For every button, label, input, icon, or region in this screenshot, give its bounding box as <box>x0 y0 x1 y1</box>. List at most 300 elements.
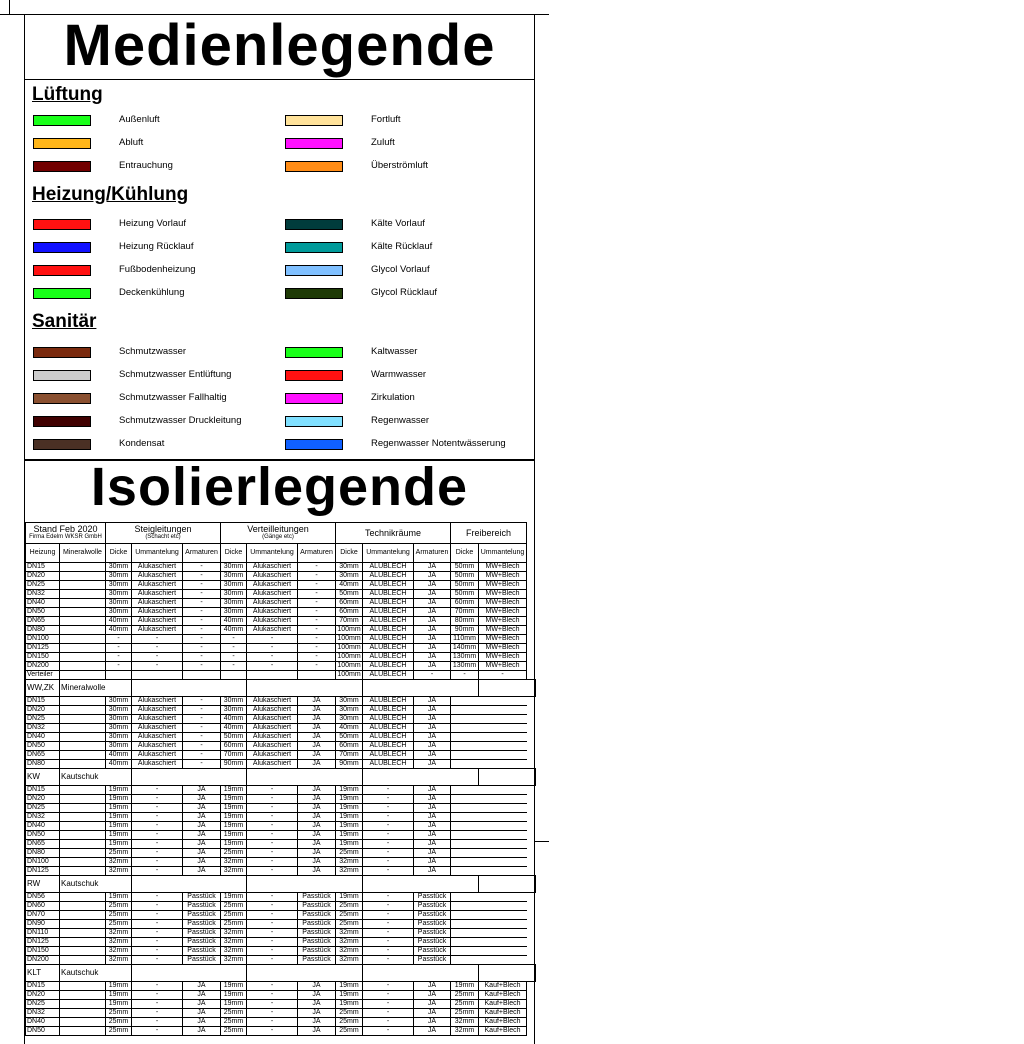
table-cell: 19mm <box>336 795 363 804</box>
table-cell: Passtück <box>414 893 451 902</box>
table-cell <box>479 680 536 697</box>
table-cell: JA <box>298 858 336 867</box>
table-cell: 40mm <box>221 617 247 626</box>
table-cell <box>247 965 363 982</box>
table-cell: 40mm <box>221 626 247 635</box>
table-cell <box>451 706 527 715</box>
table-cell: ALUBLECH <box>363 653 414 662</box>
legend-label: Fortluft <box>371 114 401 125</box>
table-cell: JA <box>298 795 336 804</box>
table-cell: - <box>106 653 132 662</box>
table-cell: 32mm <box>221 938 247 947</box>
table-cell: 19mm <box>106 991 132 1000</box>
legend-label: Regenwasser <box>371 415 430 426</box>
table-row <box>26 1009 536 1018</box>
table-cell: DN40 <box>26 1018 60 1027</box>
table-cell <box>132 769 247 786</box>
table-cell: DN15 <box>26 563 60 572</box>
table-row <box>26 804 536 813</box>
table-cell: - <box>298 635 336 644</box>
table-cell: - <box>183 697 221 706</box>
table-cell <box>60 608 106 617</box>
table-cell: 50mm <box>221 733 247 742</box>
table-cell: 32mm <box>221 947 247 956</box>
table-row <box>26 956 536 965</box>
table-cell: JA <box>414 563 451 572</box>
group-header <box>336 523 451 544</box>
table-cell: 30mm <box>221 706 247 715</box>
table-cell: DN200 <box>26 956 60 965</box>
table-cell <box>451 697 527 706</box>
table-cell: - <box>363 813 414 822</box>
legend-label: Warmwasser <box>371 369 427 380</box>
table-cell <box>451 849 527 858</box>
table-cell: JA <box>298 706 336 715</box>
table-cell: - <box>247 920 298 929</box>
table-cell <box>60 938 106 947</box>
table-cell: Passtück <box>414 920 451 929</box>
table-cell: - <box>363 956 414 965</box>
table-cell <box>60 697 106 706</box>
table-cell: 50mm <box>336 590 363 599</box>
table-cell: 30mm <box>106 563 132 572</box>
isolierlegende-title: Isolierlegende <box>90 457 469 517</box>
table-cell: 19mm <box>221 786 247 795</box>
table-cell <box>60 822 106 831</box>
column-header: Ummantelung <box>132 544 183 563</box>
table-row <box>26 902 536 911</box>
table-cell: 130mm <box>451 662 479 671</box>
table-cell: 30mm <box>336 706 363 715</box>
color-swatch <box>285 265 343 276</box>
table-cell: - <box>183 590 221 599</box>
group-label: Technikräume <box>364 527 422 538</box>
table-cell <box>60 982 106 991</box>
table-cell: 100mm <box>337 662 361 669</box>
table-cell <box>451 760 527 769</box>
table-cell: - <box>132 929 183 938</box>
table-cell: Passtück <box>414 947 451 956</box>
table-row <box>26 662 536 671</box>
table-row <box>26 822 536 831</box>
color-swatch <box>285 219 343 230</box>
table-cell: 19mm <box>106 804 132 813</box>
table-row <box>26 849 536 858</box>
color-swatch <box>33 370 91 381</box>
table-row <box>26 1018 536 1027</box>
table-cell: DN80 <box>26 626 60 635</box>
table-cell: Alukaschiert <box>247 724 298 733</box>
table-cell: Alukaschiert <box>247 715 298 724</box>
column-header: Armaturen <box>298 544 336 563</box>
table-cell: - <box>132 822 183 831</box>
table-cell: - <box>451 671 479 680</box>
table-cell: 19mm <box>106 1000 132 1009</box>
table-cell: - <box>247 982 298 991</box>
legend-label: Regenwasser Notentwässerung <box>371 438 506 449</box>
table-cell: JA <box>298 760 336 769</box>
table-cell: 19mm <box>336 1000 363 1009</box>
table-cell: 60mm <box>451 599 479 608</box>
table-cell: DN80 <box>26 849 60 858</box>
table-cell: 32mm <box>336 858 363 867</box>
table-cell: 30mm <box>106 608 132 617</box>
table-cell: ALUBLECH <box>363 671 414 680</box>
table-cell: Passtück <box>183 929 221 938</box>
table-cell: JA <box>414 653 451 662</box>
table-cell: DN20 <box>26 572 60 581</box>
table-cell <box>60 572 106 581</box>
table-cell: 30mm <box>106 572 132 581</box>
table-cell: JA <box>298 867 336 876</box>
table-cell: Alukaschiert <box>247 626 298 635</box>
table-cell <box>60 626 106 635</box>
color-swatch <box>285 115 343 126</box>
table-cell: Passtück <box>183 947 221 956</box>
table-cell: 19mm <box>106 813 132 822</box>
table-cell: Alukaschiert <box>132 706 183 715</box>
table-cell: 19mm <box>336 982 363 991</box>
table-cell: MW+Blech <box>479 608 527 617</box>
table-cell: 50mm <box>451 572 479 581</box>
table-cell <box>479 965 536 982</box>
legend-label: Entrauchung <box>119 160 173 171</box>
legend-label: Fußbodenheizung <box>119 264 196 275</box>
table-cell: 19mm <box>106 786 132 795</box>
table-cell: MW+Blech <box>479 581 527 590</box>
column-header: Ummantelung <box>479 544 527 563</box>
table-cell: - <box>132 902 183 911</box>
table-cell: - <box>298 662 336 671</box>
table-cell <box>106 671 132 680</box>
table-cell: JA <box>183 858 221 867</box>
table-cell: Kauf+Blech <box>479 1000 527 1009</box>
table-cell: 30mm <box>106 715 132 724</box>
table-cell: 50mm <box>451 590 479 599</box>
group-label: Freibereich <box>466 527 512 538</box>
table-cell: 32mm <box>451 1018 479 1027</box>
table-cell: Alukaschiert <box>132 608 183 617</box>
table-cell: - <box>363 929 414 938</box>
table-cell: DN15 <box>26 786 60 795</box>
table-cell: Verteiler <box>26 671 60 680</box>
table-cell: 19mm <box>221 831 247 840</box>
color-swatch <box>285 138 343 149</box>
column-header: Dicke <box>451 544 479 563</box>
table-cell: - <box>221 635 247 644</box>
table-cell: - <box>363 840 414 849</box>
table-cell: 19mm <box>221 813 247 822</box>
table-cell: JA <box>414 1027 451 1036</box>
table-cell: JA <box>414 751 451 760</box>
table-cell: JA <box>183 813 221 822</box>
table-cell: 19mm <box>106 795 132 804</box>
table-cell: ALUBLECH <box>363 760 414 769</box>
table-cell <box>451 804 527 813</box>
table-cell: Kauf+Blech <box>479 991 527 1000</box>
table-cell <box>451 795 527 804</box>
table-cell: 40mm <box>106 760 132 769</box>
table-cell: 70mm <box>451 608 479 617</box>
table-cell: - <box>132 635 183 644</box>
table-cell <box>60 849 106 858</box>
table-cell: Alukaschiert <box>132 760 183 769</box>
table-cell: - <box>247 1000 298 1009</box>
table-cell: - <box>363 947 414 956</box>
table-cell: Alukaschiert <box>132 599 183 608</box>
table-cell: - <box>363 991 414 1000</box>
table-row <box>26 706 536 715</box>
table-cell: 25mm <box>106 849 132 858</box>
table-cell: JA <box>414 1018 451 1027</box>
table-cell: JA <box>414 572 451 581</box>
table-cell: Alukaschiert <box>247 742 298 751</box>
table-cell: - <box>363 1000 414 1009</box>
legend-label: Überströmluft <box>371 160 429 171</box>
table-cell: Passtück <box>183 938 221 947</box>
table-cell: - <box>363 858 414 867</box>
table-cell: JA <box>414 608 451 617</box>
legend-label: Glycol Vorlauf <box>371 264 430 275</box>
table-cell: JA <box>298 991 336 1000</box>
legend-label: Heizung Rücklauf <box>119 241 194 252</box>
legend-label: Außenluft <box>119 114 160 125</box>
table-row <box>26 795 536 804</box>
table-cell: Alukaschiert <box>132 563 183 572</box>
table-cell: 19mm <box>336 840 363 849</box>
color-swatch <box>285 161 343 172</box>
table-cell: ALUBLECH <box>363 751 414 760</box>
table-cell: 32mm <box>221 956 247 965</box>
table-cell <box>60 929 106 938</box>
table-cell: - <box>183 626 221 635</box>
table-cell: - <box>183 581 221 590</box>
table-cell <box>60 581 106 590</box>
table-cell: Alukaschiert <box>132 715 183 724</box>
column-header: Dicke <box>106 544 132 563</box>
table-cell: ALUBLECH <box>363 706 414 715</box>
table-cell: JA <box>414 822 451 831</box>
block-header-row <box>26 769 536 786</box>
table-cell: - <box>363 867 414 876</box>
table-cell: 30mm <box>106 599 132 608</box>
table-cell: 60mm <box>336 599 363 608</box>
table-cell: 100mm <box>337 626 361 633</box>
table-cell: - <box>247 858 298 867</box>
table-cell: - <box>363 982 414 991</box>
color-swatch <box>33 161 91 172</box>
table-cell <box>60 599 106 608</box>
table-cell: Alukaschiert <box>132 572 183 581</box>
table-cell: - <box>132 1027 183 1036</box>
table-cell <box>363 680 479 697</box>
table-cell: JA <box>414 858 451 867</box>
table-cell: - <box>247 947 298 956</box>
table-cell: 40mm <box>221 715 247 724</box>
table-cell: Passtück <box>298 902 336 911</box>
table-cell <box>60 1009 106 1018</box>
table-cell: JA <box>183 982 221 991</box>
table-cell: Kauf+Blech <box>479 1018 527 1027</box>
table-cell: 30mm <box>221 581 247 590</box>
table-cell <box>60 635 106 644</box>
table-cell: - <box>247 911 298 920</box>
table-cell <box>60 1027 106 1036</box>
table-cell: Passtück <box>183 893 221 902</box>
table-cell <box>298 671 336 680</box>
table-cell: JA <box>298 715 336 724</box>
legend-label: Zirkulation <box>371 392 415 403</box>
table-cell: JA <box>183 1018 221 1027</box>
group-label: Steigleitungen <box>134 524 192 534</box>
table-cell <box>60 1018 106 1027</box>
table-cell: DN125 <box>26 867 60 876</box>
table-cell: MW+Blech <box>479 563 527 572</box>
table-row <box>26 911 536 920</box>
table-cell: 32mm <box>336 956 363 965</box>
table-cell: - <box>298 572 336 581</box>
table-cell: 25mm <box>336 920 363 929</box>
table-cell <box>479 769 536 786</box>
table-cell: - <box>221 644 247 653</box>
medienlegende-title: Medienlegende <box>63 13 496 78</box>
table-cell: 25mm <box>451 1000 479 1009</box>
table-cell: - <box>221 662 247 671</box>
table-cell: 19mm <box>221 840 247 849</box>
table-cell: 30mm <box>221 697 247 706</box>
table-cell: DN50 <box>26 608 60 617</box>
table-cell: 40mm <box>106 751 132 760</box>
table-cell: - <box>106 644 132 653</box>
table-cell: JA <box>298 697 336 706</box>
table-cell: JA <box>298 1018 336 1027</box>
table-cell: - <box>247 938 298 947</box>
table-cell: JA <box>183 849 221 858</box>
section-heading: Sanitär <box>32 311 97 332</box>
table-cell: DN56 <box>26 893 60 902</box>
group-header <box>221 523 336 544</box>
table-cell: 30mm <box>106 724 132 733</box>
table-cell <box>60 563 106 572</box>
table-cell: - <box>183 572 221 581</box>
table-row <box>26 920 536 929</box>
table-cell: - <box>363 804 414 813</box>
table-cell: DN80 <box>26 760 60 769</box>
table-cell: - <box>247 786 298 795</box>
color-swatch <box>33 115 91 126</box>
table-cell <box>60 786 106 795</box>
table-cell: 19mm <box>336 893 363 902</box>
table-cell <box>60 795 106 804</box>
table-cell: ALUBLECH <box>363 662 414 671</box>
table-cell: 100mm <box>337 671 361 678</box>
table-cell <box>247 671 298 680</box>
table-cell: ALUBLECH <box>363 742 414 751</box>
table-cell: JA <box>298 724 336 733</box>
table-cell: - <box>132 1018 183 1027</box>
table-row <box>26 938 536 947</box>
table-cell <box>132 876 247 893</box>
table-cell: 32mm <box>336 947 363 956</box>
table-cell: - <box>247 635 298 644</box>
table-cell: - <box>132 849 183 858</box>
table-cell: JA <box>298 1027 336 1036</box>
color-swatch <box>33 242 91 253</box>
table-cell: Alukaschiert <box>247 599 298 608</box>
table-cell: DN32 <box>26 590 60 599</box>
table-cell: Passtück <box>298 947 336 956</box>
table-cell: Passtück <box>414 938 451 947</box>
table-cell <box>60 1000 106 1009</box>
table-cell: JA <box>414 982 451 991</box>
table-cell: 25mm <box>451 991 479 1000</box>
table-cell: JA <box>414 742 451 751</box>
table-cell: JA <box>183 840 221 849</box>
color-swatch <box>285 347 343 358</box>
table-cell: DN40 <box>26 733 60 742</box>
table-cell: DN100 <box>26 858 60 867</box>
table-row <box>26 599 536 608</box>
table-cell: JA <box>414 715 451 724</box>
table-cell: - <box>247 956 298 965</box>
table-cell: ALUBLECH <box>363 608 414 617</box>
table-cell: DN15 <box>26 982 60 991</box>
color-swatch <box>33 138 91 149</box>
table-cell: JA <box>414 804 451 813</box>
legend-sheet <box>24 14 535 1044</box>
table-cell: - <box>132 938 183 947</box>
table-cell: - <box>132 920 183 929</box>
legend-label: Kälte Vorlauf <box>371 218 425 229</box>
table-cell: ALUBLECH <box>363 733 414 742</box>
table-cell <box>60 742 106 751</box>
color-swatch <box>285 439 343 450</box>
table-cell: JA <box>298 733 336 742</box>
table-cell <box>451 733 527 742</box>
table-cell: 25mm <box>336 1009 363 1018</box>
table-cell: 32mm <box>106 929 132 938</box>
table-cell: JA <box>183 1000 221 1009</box>
color-swatch <box>285 288 343 299</box>
table-cell: - <box>132 911 183 920</box>
table-cell: JA <box>298 822 336 831</box>
color-swatch <box>285 370 343 381</box>
table-cell: JA <box>414 644 451 653</box>
table-cell: Alukaschiert <box>247 733 298 742</box>
legend-label: Schmutzwasser Fallhaltig <box>119 392 227 403</box>
legend-label: Kälte Rücklauf <box>371 241 433 252</box>
table-cell: - <box>363 1018 414 1027</box>
table-cell: DN25 <box>26 581 60 590</box>
table-cell: 90mm <box>336 760 363 769</box>
frame-left-tick <box>9 0 10 14</box>
table-cell: 30mm <box>336 697 363 706</box>
table-cell: JA <box>414 590 451 599</box>
table-cell: - <box>247 902 298 911</box>
legend-label: Schmutzwasser Entlüftung <box>119 369 232 380</box>
section-heading: Lüftung <box>32 84 103 105</box>
table-cell: JA <box>414 733 451 742</box>
table-cell: DN40 <box>26 822 60 831</box>
legend-label: Kaltwasser <box>371 346 418 357</box>
table-cell: - <box>247 1027 298 1036</box>
block-material: Kautschuk <box>60 769 132 786</box>
table-cell: ALUBLECH <box>363 715 414 724</box>
table-cell <box>60 902 106 911</box>
table-cell: ALUBLECH <box>363 590 414 599</box>
table-cell: - <box>183 751 221 760</box>
table-cell: Alukaschiert <box>247 572 298 581</box>
